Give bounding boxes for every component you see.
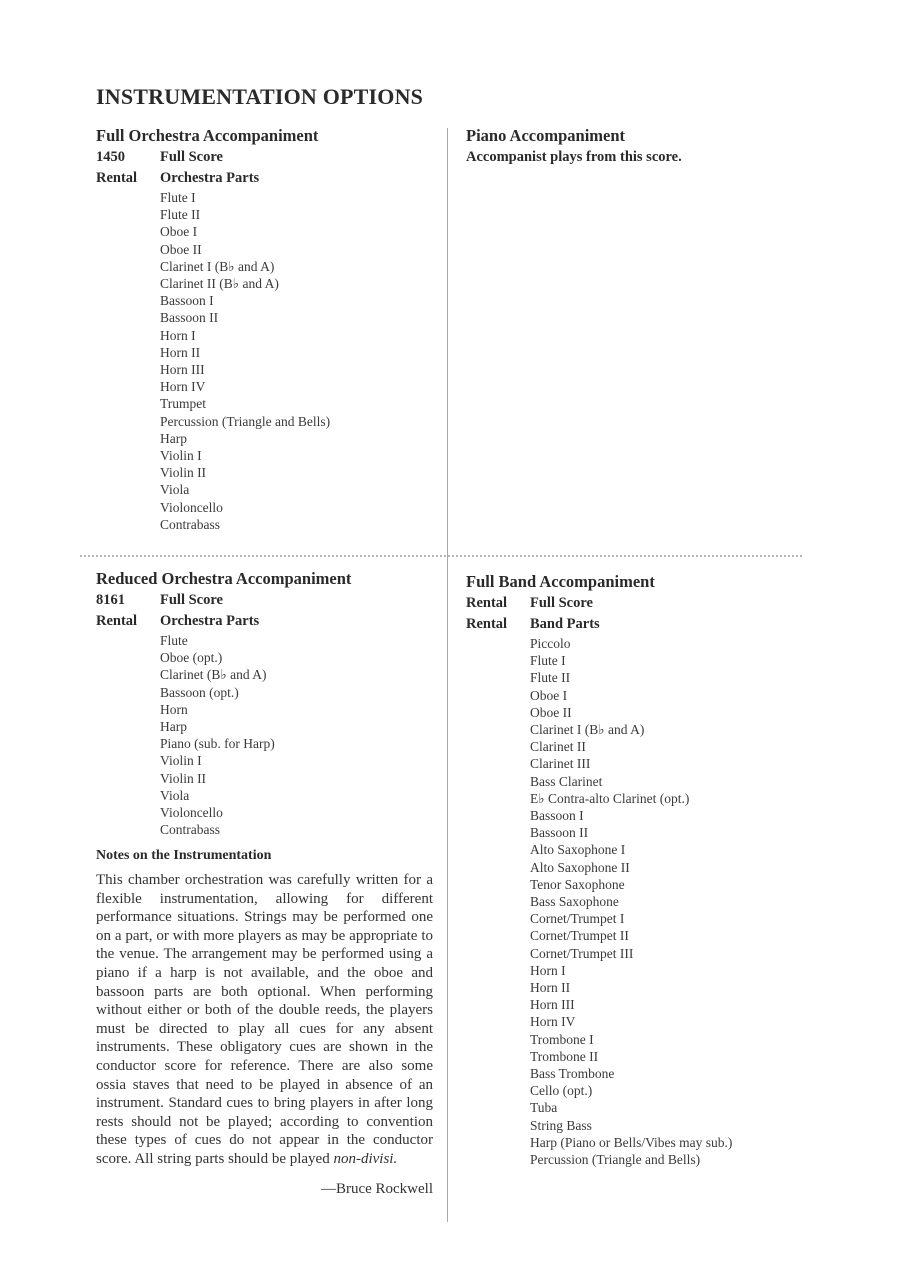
full-band-parts-row — [466, 614, 806, 635]
part-item: Bass Saxophone — [530, 894, 619, 910]
part-item: Flute II — [530, 670, 571, 686]
part-item: Harp — [160, 430, 187, 446]
part-item: Alto Saxophone I — [530, 842, 626, 858]
part-item: Violin II — [160, 465, 207, 481]
part-item: Flute I — [530, 653, 566, 669]
part-item: Harp (Piano or Bells/Vibes may sub.) — [530, 1134, 733, 1150]
part-item: Viola — [160, 482, 190, 498]
part-item: Clarinet II — [530, 739, 586, 755]
part-item: Oboe II — [160, 241, 202, 257]
part-item: Clarinet (B♭ and A) — [160, 667, 267, 683]
horizontal-divider — [80, 555, 802, 557]
part-item: Flute — [160, 633, 188, 648]
part-item: Horn II — [160, 344, 201, 360]
part-item: Trumpet — [160, 396, 207, 412]
notes-title: Notes on the Instrumentation — [96, 848, 272, 863]
reduced-orchestra-score-row — [96, 590, 436, 611]
catalog-code: Rental — [466, 616, 508, 632]
full-orchestra-parts-row — [96, 168, 436, 189]
vertical-divider — [447, 128, 448, 1222]
part-item: Cornet/Trumpet III — [530, 945, 634, 961]
part-item: Trombone II — [530, 1048, 599, 1064]
part-item: Horn I — [530, 962, 566, 978]
part-item: Violoncello — [160, 805, 223, 821]
part-item: Violin I — [160, 753, 202, 769]
reduced-orchestra-section — [96, 568, 436, 838]
part-item: Bassoon II — [160, 310, 219, 326]
part-item: Contrabass — [160, 822, 220, 838]
full-orchestra-section — [96, 125, 436, 533]
part-item: Cornet/Trumpet II — [530, 928, 629, 944]
part-item: Clarinet III — [530, 756, 591, 772]
part-item: Oboe (opt.) — [160, 650, 223, 666]
full-orchestra-score-row — [96, 147, 436, 168]
part-item: Trombone I — [530, 1031, 594, 1047]
part-item: Cornet/Trumpet I — [530, 911, 625, 927]
part-item: Viola — [160, 787, 190, 803]
catalog-code: 1450 — [96, 149, 125, 165]
notes-emphasis: non-divisi. — [333, 1150, 398, 1167]
part-item: Bassoon I — [160, 293, 214, 309]
catalog-code: Rental — [466, 595, 508, 611]
full-orchestra-title: Full Orchestra Accompaniment — [96, 126, 319, 145]
piano-section — [466, 125, 806, 168]
full-band-section — [466, 571, 806, 1168]
notes-body — [96, 871, 433, 1169]
author-signature: —Bruce Rockwell — [320, 1180, 433, 1197]
part-item: Bassoon I — [530, 808, 584, 824]
row-label: Band Parts — [530, 616, 600, 632]
row-label: Full Score — [160, 592, 223, 608]
part-item: Oboe II — [530, 704, 572, 720]
reduced-orchestra-parts-list — [160, 632, 436, 838]
part-item: Clarinet I (B♭ and A) — [530, 722, 645, 738]
part-item: Flute I — [160, 190, 196, 205]
part-item: String Bass — [530, 1117, 592, 1133]
part-item: Clarinet II (B♭ and A) — [160, 276, 279, 292]
part-item: Horn IV — [530, 1014, 576, 1030]
full-orchestra-parts-list — [160, 189, 436, 533]
part-item: Piano (sub. for Harp) — [160, 736, 275, 752]
part-item: Horn IV — [160, 379, 206, 395]
part-item: Violin II — [160, 770, 207, 786]
part-item: Horn I — [160, 327, 196, 343]
notes-text: This chamber orchestration was carefully written for a flexible instrumentation, allowing for different performance situations. Strings may be performed one on a part, or with more players as may be appropriate to the venue. The arrangement may be performed using a piano if a harp is not available, and the oboe and bassoon parts are both optional. When performing without either or both of the double reeds, the players must be directed to play all cues for any absent instruments. These obligatory cues are shown in the conductor score for reference. There are also some ossia staves that need to be played in absence of an instrument. Standard cues to bring players in after long rests should not be played; according to convention these types of cues do not appear in the conductor score. All string parts should be played — [96, 872, 433, 1167]
part-item: Bass Clarinet — [530, 773, 603, 789]
part-item: Bassoon II — [530, 825, 589, 841]
catalog-code: Rental — [96, 170, 138, 186]
part-item: Horn II — [530, 980, 571, 996]
reduced-orchestra-parts-row — [96, 611, 436, 632]
part-item: Tenor Saxophone — [530, 876, 625, 892]
part-item: Alto Saxophone II — [530, 859, 630, 875]
full-band-parts-list — [530, 635, 806, 1168]
part-item: Flute II — [160, 207, 201, 223]
page-title: INSTRUMENTATION OPTIONS — [96, 84, 424, 109]
piano-title: Piano Accompaniment — [466, 126, 626, 145]
part-item: Horn — [160, 701, 188, 717]
row-label: Orchestra Parts — [160, 613, 260, 629]
part-item: Harp — [160, 719, 187, 735]
part-item: Percussion (Triangle and Bells) — [160, 413, 331, 429]
part-item: Bassoon (opt.) — [160, 684, 239, 700]
part-item: Violoncello — [160, 499, 223, 515]
part-item: Horn III — [160, 362, 205, 378]
part-item: Oboe I — [160, 224, 198, 240]
part-item: Horn III — [530, 997, 575, 1013]
notes-section — [96, 845, 433, 1199]
full-band-score-row — [466, 593, 806, 614]
part-item: Bass Trombone — [530, 1066, 615, 1082]
part-item: Oboe I — [530, 687, 568, 703]
catalog-code: 8161 — [96, 592, 125, 608]
part-item: Percussion (Triangle and Bells) — [530, 1152, 701, 1168]
part-item: Piccolo — [530, 636, 571, 651]
row-label: Full Score — [530, 595, 593, 611]
piano-note: Accompanist plays from this score. — [466, 149, 682, 165]
full-band-title: Full Band Accompaniment — [466, 572, 655, 591]
part-item: E♭ Contra-alto Clarinet (opt.) — [530, 790, 690, 806]
catalog-code: Rental — [96, 613, 138, 629]
part-item: Tuba — [530, 1100, 558, 1116]
part-item: Clarinet I (B♭ and A) — [160, 258, 275, 274]
part-item: Contrabass — [160, 516, 220, 532]
row-label: Full Score — [160, 149, 223, 165]
row-label: Orchestra Parts — [160, 170, 260, 186]
part-item: Violin I — [160, 448, 202, 464]
part-item: Cello (opt.) — [530, 1083, 593, 1099]
reduced-orchestra-title: Reduced Orchestra Accompaniment — [96, 569, 352, 588]
